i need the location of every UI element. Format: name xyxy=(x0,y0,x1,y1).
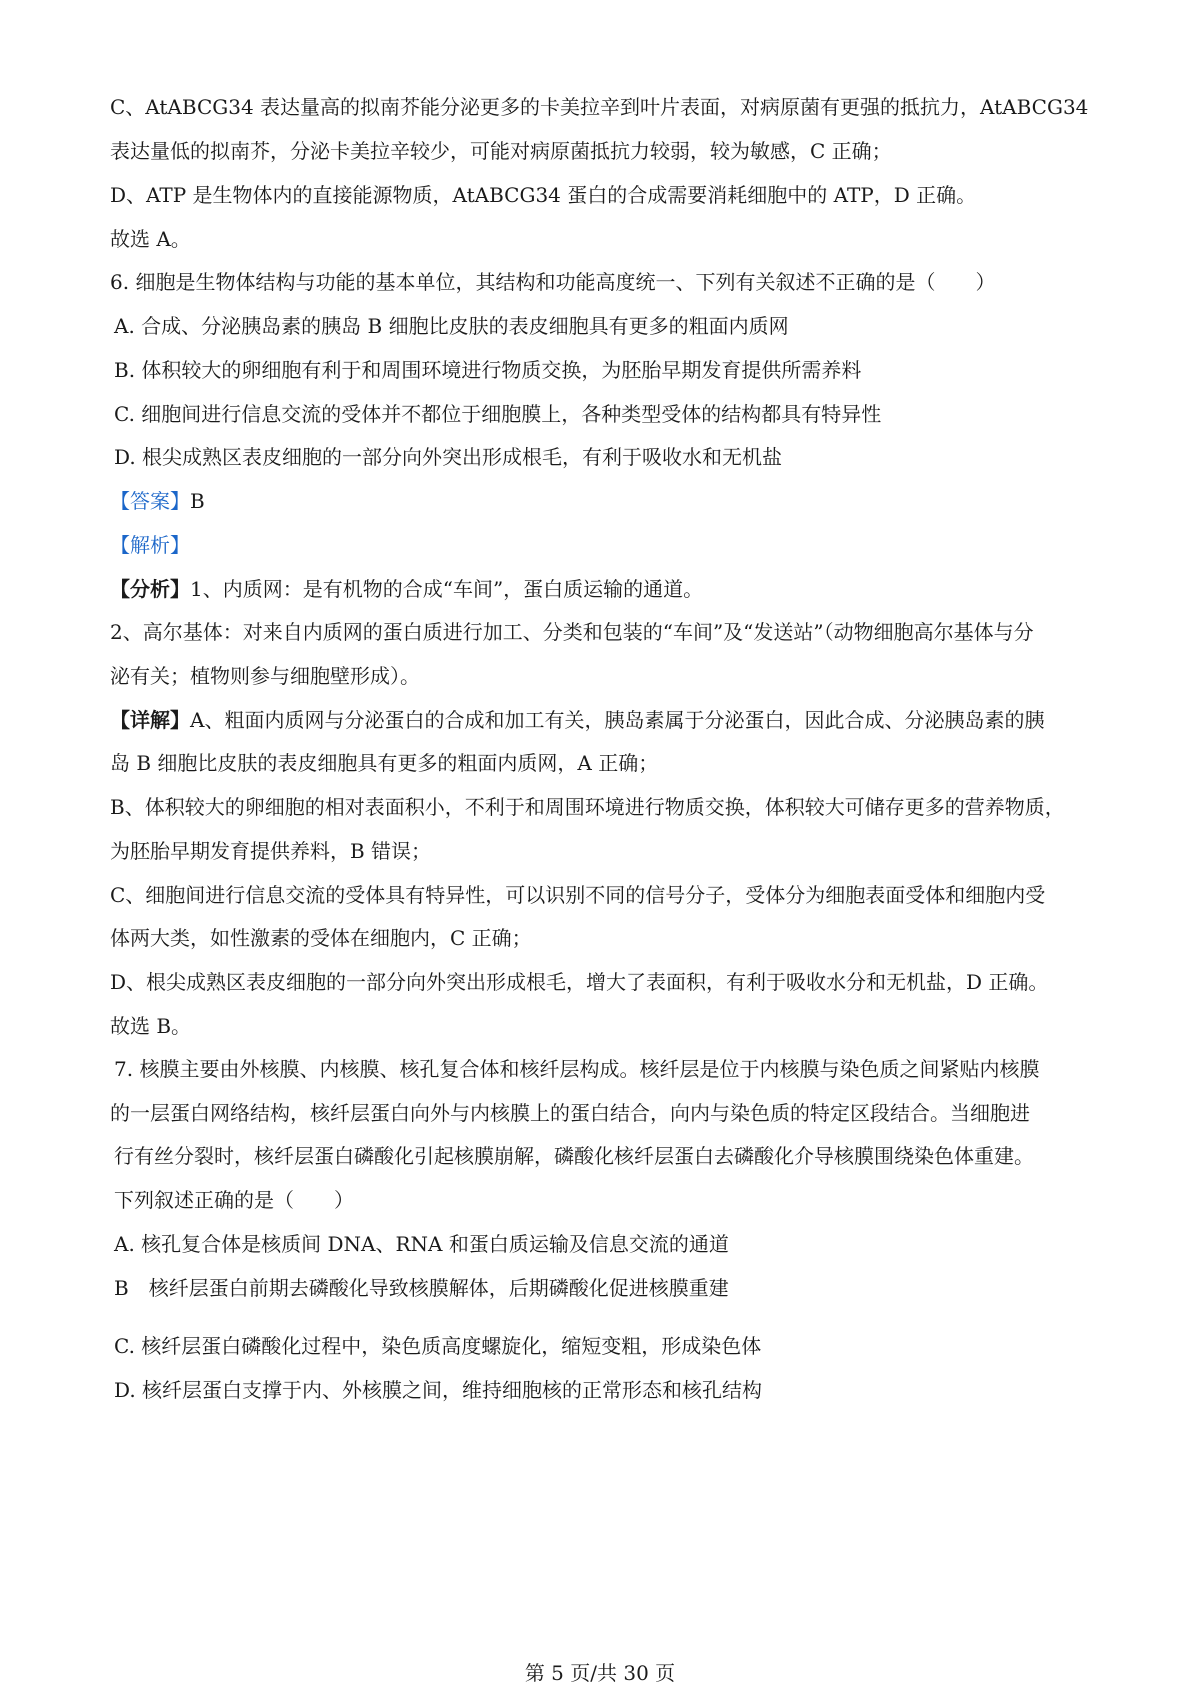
text-line: 2、高尔基体：对来自内质网的蛋白质进行加工、分类和包装的“车间”及“发送站”（动物细胞高尔基体与分 xyxy=(110,620,1034,644)
xiangjie-text: A、粗面内质网与分泌蛋白的合成和加工有关，胰岛素属于分泌蛋白，因此合成、分泌胰岛素的胰 xyxy=(190,708,1045,732)
question-6-option-c: C. 细胞间进行信息交流的受体并不都位于细胞膜上，各种类型受体的结构都具有特异性 xyxy=(114,402,882,426)
text-line: 岛 B 细胞比皮肤的表皮细胞具有更多的粗面内质网，A 正确； xyxy=(110,751,659,775)
fenxi-text: 1、内质网：是有机物的合成“车间”，蛋白质运输的通道。 xyxy=(190,577,704,601)
xiangjie-line xyxy=(110,705,1105,735)
question-7-stem: 7. 核膜主要由外核膜、内核膜、核孔复合体和核纤层构成。核纤层是位于内核膜与染色质之间紧贴内核膜 xyxy=(114,1057,1040,1081)
text-line: 下列叙述正确的是（ ） xyxy=(114,1188,354,1212)
text-line: 为胚胎早期发育提供养料，B 错误； xyxy=(110,839,432,863)
fenxi-tag: 【分析】 xyxy=(110,577,190,601)
text-line: 表达量低的拟南芥，分泌卡美拉辛较少，可能对病原菌抵抗力较弱，较为敏感，C 正确； xyxy=(110,139,892,163)
text-line: 行有丝分裂时，核纤层蛋白磷酸化引起核膜崩解，磷酸化核纤层蛋白去磷酸化介导核膜围绕染色体重建。 xyxy=(114,1144,1034,1168)
text-line: C、AtABCG34 表达量高的拟南芥能分泌更多的卡美拉辛到叶片表面，对病原菌有更强的抵抗力，AtABCG34 xyxy=(110,95,1089,119)
question-6-stem: 6. 细胞是生物体结构与功能的基本单位，其结构和功能高度统一、下列有关叙述不正确的是（ ） xyxy=(110,270,996,294)
text-line: D、根尖成熟区表皮细胞的一部分向外突出形成根毛，增大了表面积，有利于吸收水分和无机盐，D 正确。 xyxy=(110,970,1049,994)
question-7-option-c: C. 核纤层蛋白磷酸化过程中，染色质高度螺旋化，缩短变粗，形成染色体 xyxy=(114,1334,762,1358)
analysis-tag: 【解析】 xyxy=(110,533,190,557)
text-line: B、体积较大的卵细胞的相对表面积小，不利于和周围环境进行物质交换，体积较大可储存更多的营养物质， xyxy=(110,795,1065,819)
page-number: 第 5 页/共 30 页 xyxy=(524,1661,676,1685)
text-line: 体两大类，如性激素的受体在细胞内，C 正确； xyxy=(110,926,532,950)
question-7-option-a: A. 核孔复合体是核质间 DNA、RNA 和蛋白质运输及信息交流的通道 xyxy=(114,1232,729,1256)
question-7-option-d: D. 核纤层蛋白支撑于内、外核膜之间，维持细胞核的正常形态和核孔结构 xyxy=(114,1378,763,1402)
text-line: C、细胞间进行信息交流的受体具有特异性，可以识别不同的信号分子，受体分为细胞表面受体和细胞内受 xyxy=(110,883,1046,907)
text-line: 泌有关；植物则参与细胞壁形成）。 xyxy=(110,664,420,688)
text-line: 故选 A。 xyxy=(110,227,191,251)
text-line: 的一层蛋白网络结构，核纤层蛋白向外与内核膜上的蛋白结合，向内与染色质的特定区段结合。当细胞进 xyxy=(110,1101,1030,1125)
text-line: D、ATP 是生物体内的直接能源物质，AtABCG34 蛋白的合成需要消耗细胞中的 ATP，D 正确。 xyxy=(110,183,977,207)
fenxi-line xyxy=(110,574,1105,604)
text-line: 故选 B。 xyxy=(110,1014,192,1038)
question-7-option-b: B 核纤层蛋白前期去磷酸化导致核膜解体，后期磷酸化促进核膜重建 xyxy=(114,1276,729,1300)
question-6-option-b: B. 体积较大的卵细胞有利于和周围环境进行物质交换，为胚胎早期发育提供所需养料 xyxy=(114,358,862,382)
answer-line xyxy=(110,486,1105,516)
answer-value: B xyxy=(190,489,205,513)
question-6-option-a: A. 合成、分泌胰岛素的胰岛 B 细胞比皮肤的表皮细胞具有更多的粗面内质网 xyxy=(114,314,789,338)
question-6-option-d: D. 根尖成熟区表皮细胞的一部分向外突出形成根毛，有利于吸收水和无机盐 xyxy=(114,445,783,469)
xiangjie-tag: 【详解】 xyxy=(110,708,190,732)
answer-tag: 【答案】 xyxy=(110,489,190,513)
